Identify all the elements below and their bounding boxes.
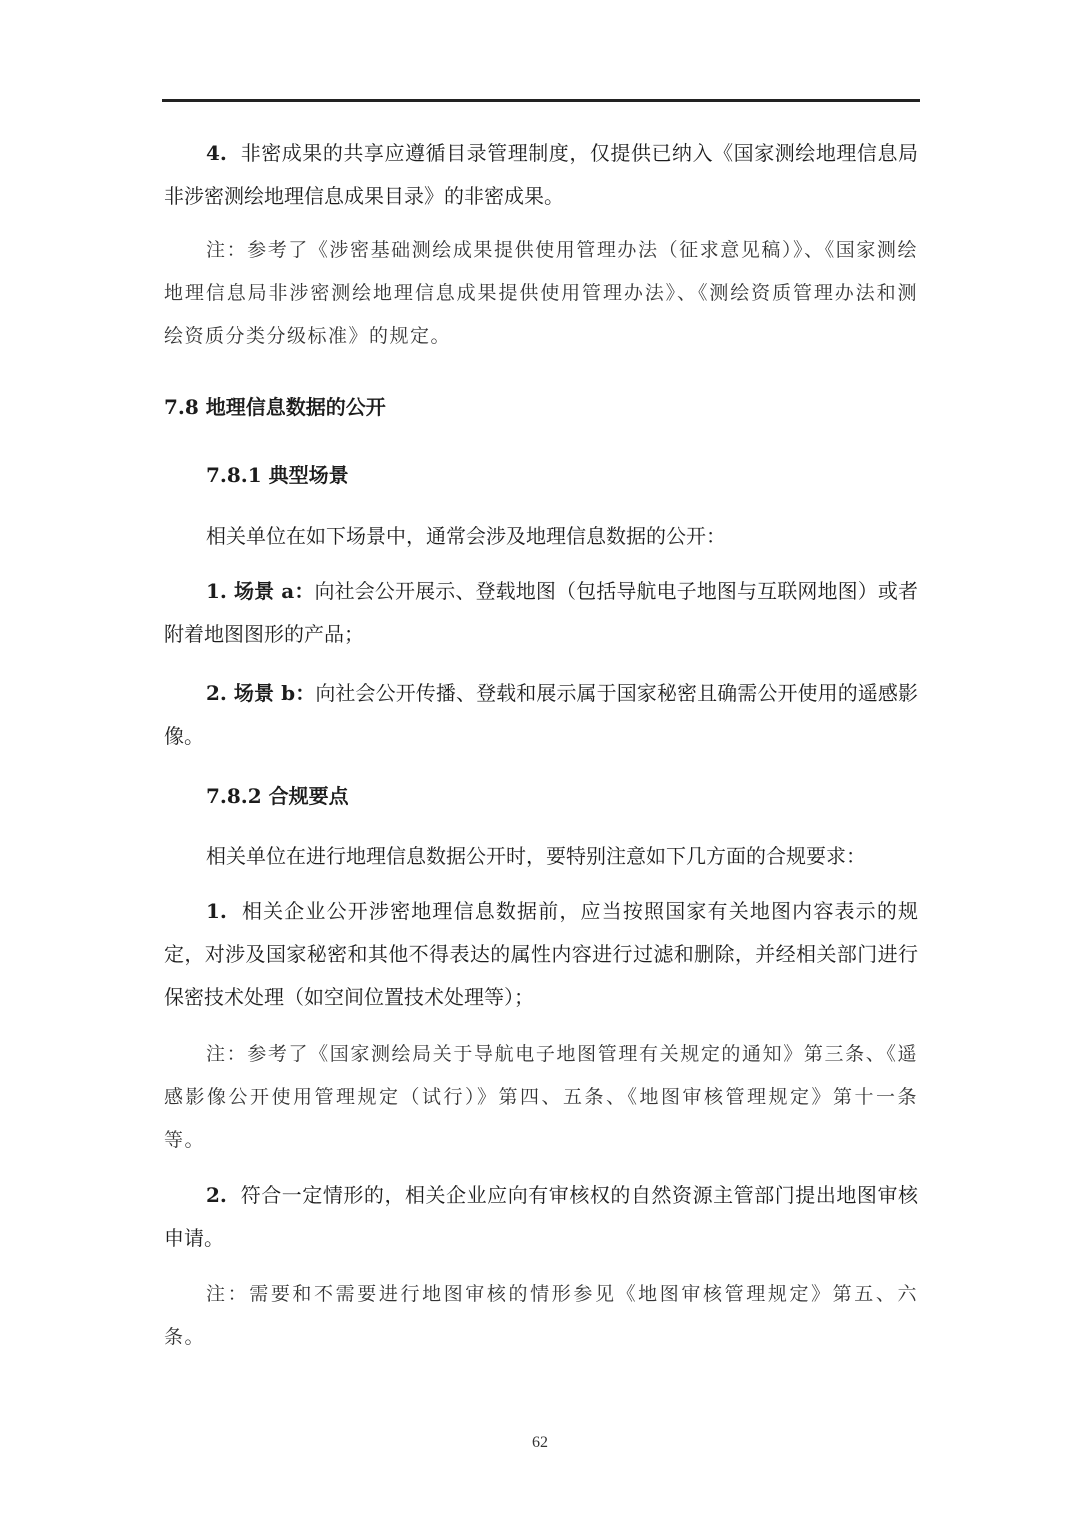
scene-b-text: 向社会公开传播、登载和展示属于国家秘密且确需公开使用的遥感影像。 bbox=[164, 681, 918, 748]
scene-b-label: 2. 场景 b： bbox=[206, 681, 316, 705]
requirement-1-text: 相关企业公开涉密地理信息数据前，应当按照国家有关地图内容表示的规定，对涉及国家秘密和其他不得表达的属性内容进行过滤和删除，并经相关部门进行保密技术处理（如空间位置技术处理等）； bbox=[164, 899, 919, 1009]
section-heading-7-8-1: 7.8.1 典型场景 bbox=[206, 463, 349, 487]
scene-a-label: 1. 场景 a： bbox=[206, 579, 315, 603]
item-4-text: 非密成果的共享应遵循目录管理制度，仅提供已纳入《国家测绘地理信息局非涉密测绘地理信息成果目录》的非密成果。 bbox=[164, 141, 918, 208]
section-heading-7-8: 7.8 地理信息数据的公开 bbox=[164, 395, 386, 419]
scene-b-paragraph bbox=[164, 672, 918, 758]
note-2-paragraph: 注：参考了《国家测绘局关于导航电子地图管理有关规定的通知》第三条、《遥感影像公开使用管理规定（试行）》第四、五条、《地图审核管理规定》第十一条等。 bbox=[164, 1043, 918, 1151]
note-3-paragraph: 注：需要和不需要进行地图审核的情形参见《地图审核管理规定》第五、六条。 bbox=[164, 1283, 918, 1348]
section-heading-7-8-2: 7.8.2 合规要点 bbox=[206, 784, 349, 808]
scene-a-paragraph bbox=[164, 570, 918, 656]
intro-7-8-2: 相关单位在进行地理信息数据公开时，要特别注意如下几方面的合规要求： bbox=[206, 844, 866, 868]
requirement-2-text: 符合一定情形的，相关企业应向有审核权的自然资源主管部门提出地图审核申请。 bbox=[164, 1183, 918, 1250]
requirement-2-paragraph bbox=[164, 1174, 918, 1260]
requirement-2-number: 2. bbox=[206, 1183, 227, 1207]
item-4-paragraph bbox=[164, 132, 918, 218]
intro-7-8-1: 相关单位在如下场景中，通常会涉及地理信息数据的公开： bbox=[206, 524, 726, 548]
item-4-number: 4. bbox=[206, 141, 227, 165]
scene-a-text: 向社会公开展示、登载地图（包括导航电子地图与互联网地图）或者附着地图图形的产品； bbox=[164, 579, 919, 646]
page-number: 62 bbox=[532, 1434, 548, 1451]
header-rule bbox=[162, 99, 920, 102]
note-1-paragraph: 注：参考了《涉密基础测绘成果提供使用管理办法（征求意见稿）》、《国家测绘地理信息局非涉密测绘地理信息成果提供使用管理办法》、《测绘资质管理办法和测绘资质分类分级标准》的规定。 bbox=[164, 239, 918, 347]
requirement-1-number: 1. bbox=[206, 899, 227, 923]
requirement-1-paragraph bbox=[164, 890, 918, 1019]
